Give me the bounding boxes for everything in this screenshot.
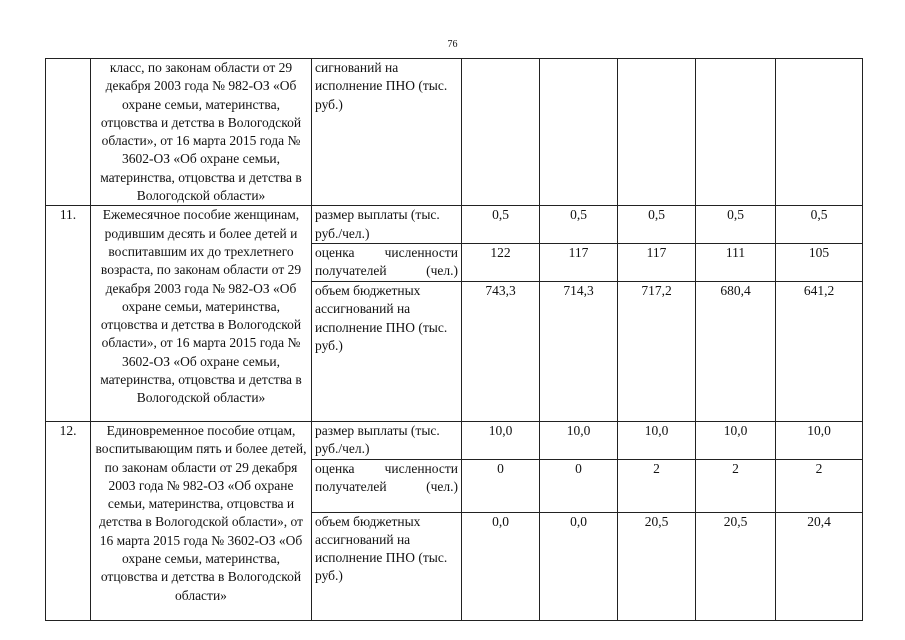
value-cell: 0,5: [696, 206, 776, 244]
value-cell: 0,0: [540, 512, 618, 620]
value-cell: 641,2: [776, 281, 863, 421]
page-number: 76: [447, 39, 458, 50]
value-cell: 10,0: [776, 421, 863, 459]
value-cell: [618, 59, 696, 206]
value-cell: 20,5: [618, 512, 696, 620]
value-cell: [462, 59, 540, 206]
value-cell: 111: [696, 243, 776, 281]
value-cell: [540, 59, 618, 206]
indicator-name: оценка численности получателей (чел.): [312, 243, 462, 281]
row-description: класс, по законам области от 29 декабря 2003 года № 982-ОЗ «Об охране семьи, материнства, отцовства и детства в Вологодской области», от 16 марта 2015 года № 3602-ОЗ «Об охране семьи, материнства, отцовства и детства в Вологодской области»: [91, 59, 312, 206]
table-row: [46, 206, 863, 244]
value-cell: 20,5: [696, 512, 776, 620]
row-description: Единовременное пособие отцам, воспитывающим пять и более детей, по законам области от 29 декабря 2003 года № 982-ОЗ «Об охране семьи, материнства, отцовства и детства в Вологодской области», от 16 марта 2015 года № 3602-ОЗ «Об охране семьи, материнства, отцовства и детства в Вологодской области»: [91, 421, 312, 620]
value-cell: 0,5: [462, 206, 540, 244]
value-cell: 0: [462, 459, 540, 512]
table-row: [46, 59, 863, 206]
indicator-name: объем бюджетных ассигнований на исполнение ПНО (тыс. руб.): [312, 512, 462, 620]
value-cell: 0: [540, 459, 618, 512]
value-cell: 117: [618, 243, 696, 281]
value-cell: 10,0: [462, 421, 540, 459]
value-cell: 122: [462, 243, 540, 281]
row-number: 12.: [46, 421, 91, 620]
value-cell: 714,3: [540, 281, 618, 421]
budget-table: [45, 58, 863, 621]
table-row: [46, 421, 863, 459]
row-number: [46, 59, 91, 206]
value-cell: 10,0: [696, 421, 776, 459]
value-cell: 10,0: [540, 421, 618, 459]
value-cell: 0,5: [618, 206, 696, 244]
indicator-name: объем бюджетных ассигнований на исполнение ПНО (тыс. руб.): [312, 281, 462, 421]
value-cell: 717,2: [618, 281, 696, 421]
value-cell: [776, 59, 863, 206]
value-cell: 2: [776, 459, 863, 512]
value-cell: 20,4: [776, 512, 863, 620]
value-cell: [696, 59, 776, 206]
value-cell: 680,4: [696, 281, 776, 421]
value-cell: 0,5: [776, 206, 863, 244]
indicator-name: размер выплаты (тыс. руб./чел.): [312, 421, 462, 459]
value-cell: 0,0: [462, 512, 540, 620]
row-description: Ежемесячное пособие женщинам, родившим десять и более детей и воспитавшим их до трехлетнего возраста, по законам области от 29 декабря 2003 года № 982-ОЗ «Об охране семьи, материнства, отцовства и детства в Вологодской области», от 16 марта 2015 года № 3602-ОЗ «Об охране семьи, материнства, отцовства и детства в Вологодской области»: [91, 206, 312, 422]
value-cell: 743,3: [462, 281, 540, 421]
indicator-name: размер выплаты (тыс. руб./чел.): [312, 206, 462, 244]
value-cell: 10,0: [618, 421, 696, 459]
value-cell: 2: [618, 459, 696, 512]
value-cell: 0,5: [540, 206, 618, 244]
value-cell: 105: [776, 243, 863, 281]
indicator-name: сигнований на исполнение ПНО (тыс. руб.): [312, 59, 462, 206]
value-cell: 117: [540, 243, 618, 281]
row-number: 11.: [46, 206, 91, 422]
value-cell: 2: [696, 459, 776, 512]
indicator-name: оценка численности получателей (чел.): [312, 459, 462, 512]
